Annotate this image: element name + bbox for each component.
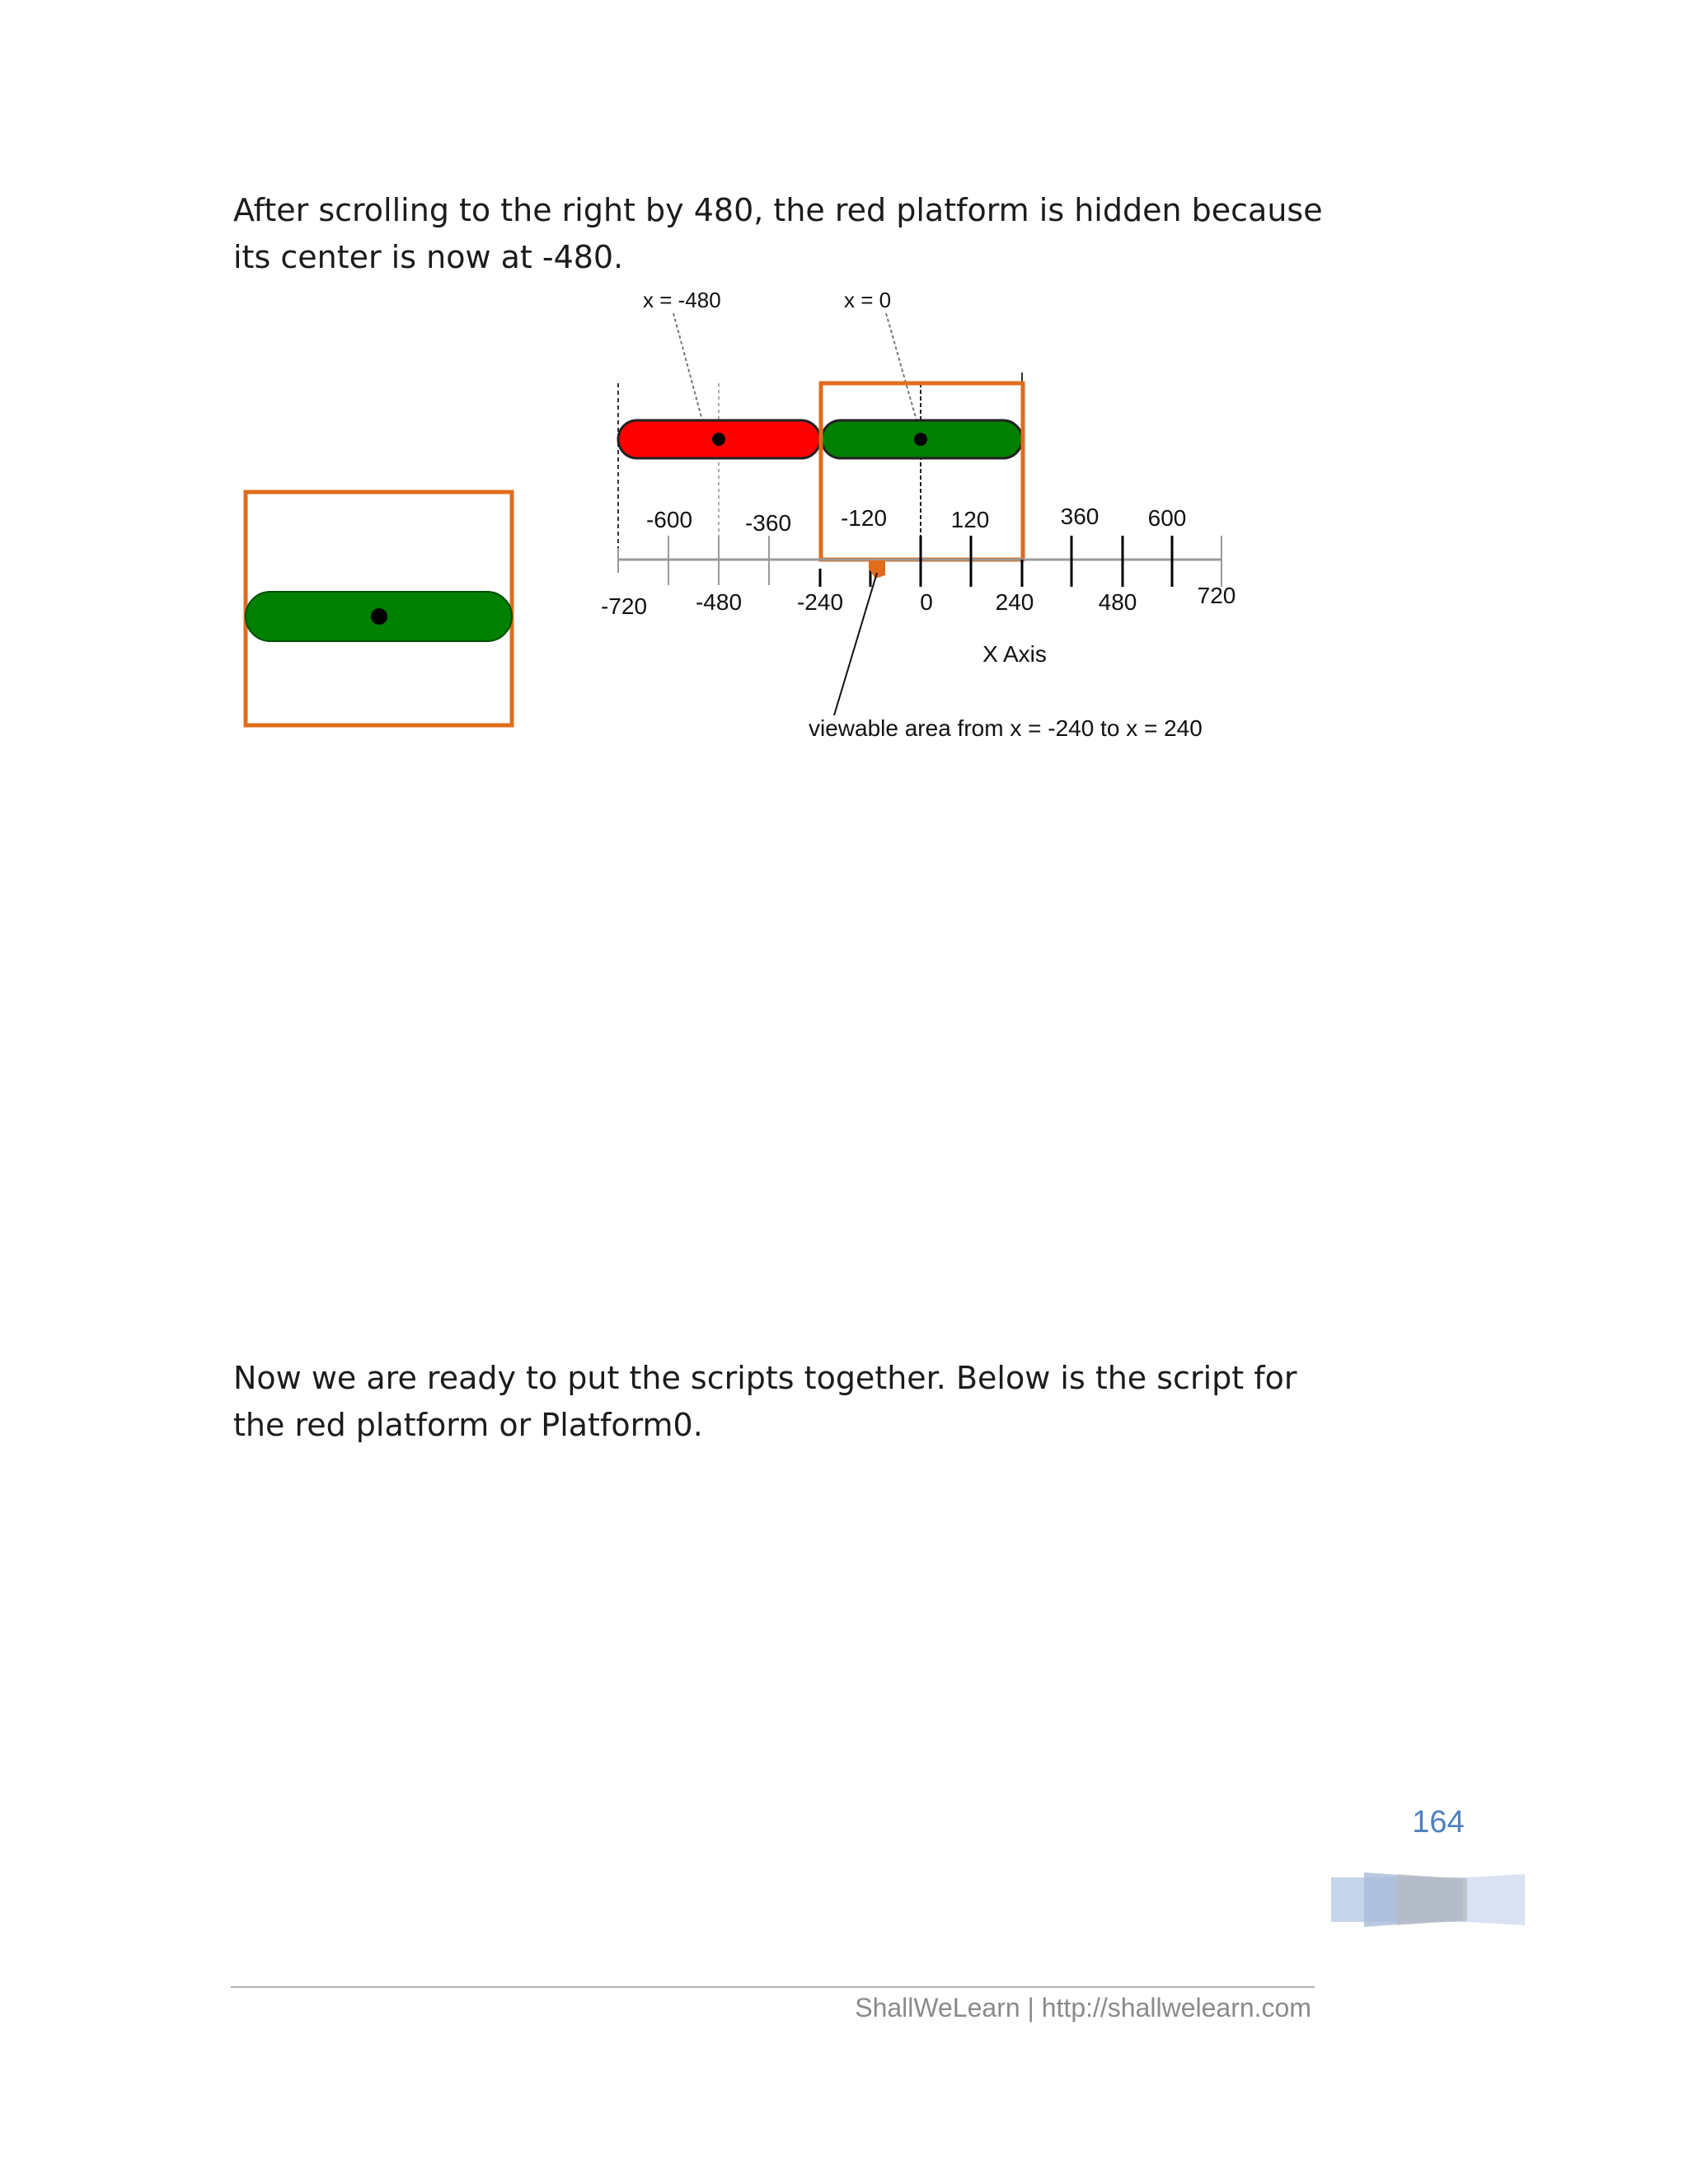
page-number: 164 (1412, 1805, 1465, 1840)
scrolling-diagram (0, 0, 1688, 824)
upper-tick-label: -600 (645, 507, 693, 532)
footer-rule (231, 1986, 1315, 1988)
upper-tick-label: 360 (1060, 504, 1100, 529)
upper-tick-label: -360 (744, 510, 792, 536)
green-platform-center-dot-axis (914, 433, 927, 446)
lower-tick-label: 240 (995, 589, 1034, 615)
axis-title: X Axis (982, 641, 1047, 667)
lower-tick-label: 720 (1197, 583, 1236, 608)
upper-tick-label: -120 (840, 505, 888, 531)
viewable-area-box (821, 383, 1023, 560)
callout-green-leader (886, 313, 917, 420)
lower-tick-label: 0 (920, 589, 933, 615)
next-paragraph: Now we are ready to put the scripts together. Below is the script for the red platform or Platform0. (233, 1360, 1297, 1443)
callout-green-label: x = 0 (844, 288, 892, 312)
green-platform-center-dot (371, 608, 387, 625)
lower-tick-label: -240 (796, 589, 844, 615)
page-tab-decoration (1331, 1871, 1525, 1929)
callout-red-label: x = -480 (643, 288, 721, 312)
upper-tick-label: 120 (950, 507, 990, 532)
intro-paragraph: After scrolling to the right by 480, the red platform is hidden because its center is now at -480. (233, 192, 1323, 275)
lower-tick-label: 480 (1098, 589, 1137, 615)
footer-site: ShallWeLearn | http://shallwelearn.com (855, 1993, 1311, 2022)
upper-tick-label: 600 (1147, 505, 1187, 531)
lower-tick-label: -480 (695, 589, 743, 615)
viewable-note: viewable area from x = -240 to x = 240 (809, 715, 1203, 741)
callout-red-leader (673, 313, 702, 420)
red-platform-center-dot (712, 433, 725, 446)
lower-tick-label: -720 (600, 593, 648, 619)
